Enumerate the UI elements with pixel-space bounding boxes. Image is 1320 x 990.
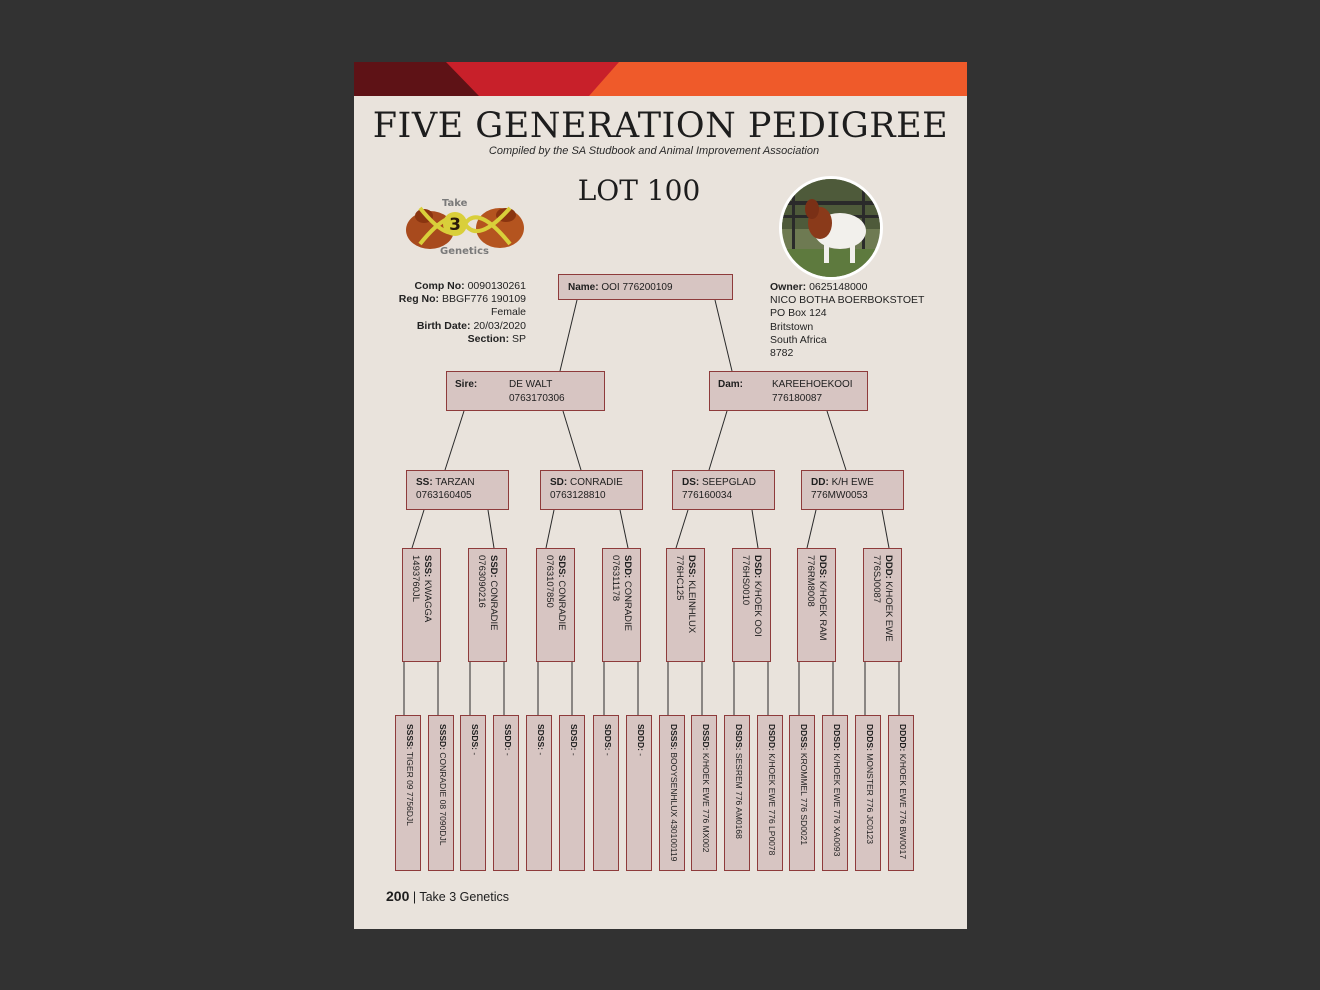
gen5-value: K/HOEK EWE 776 MX002 — [701, 752, 711, 853]
gen5-text — [404, 724, 416, 826]
dam-label: Dam: — [718, 379, 744, 390]
connector-line — [676, 510, 688, 548]
gen4-box — [602, 548, 641, 662]
dam-number: 776180087 — [772, 393, 823, 404]
gen5-value: K/HOEK EWE 776 BW0017 — [898, 753, 908, 860]
owner-address-line: Britstown — [770, 320, 814, 333]
gen4-text — [410, 555, 433, 622]
gen5-box — [659, 715, 685, 871]
gen3-number: 776MW0053 — [811, 490, 868, 501]
footer-text: Take 3 Genetics — [419, 890, 509, 904]
gen5-label: DSSS: — [669, 724, 679, 750]
gen4-number: 0763107850 — [544, 555, 556, 608]
section-value: SP — [511, 332, 526, 345]
gen5-text — [635, 724, 647, 756]
gen4-text — [544, 555, 567, 631]
gen5-box — [822, 715, 848, 871]
gen3-box — [801, 470, 904, 510]
gen5-box — [593, 715, 619, 871]
svg-text:3: 3 — [449, 215, 461, 235]
birth-date-value: 20/03/2020 — [473, 319, 526, 332]
gen4-box — [666, 548, 705, 662]
gen5-text — [469, 724, 481, 755]
gen4-label: DSD: — [752, 555, 763, 579]
gen5-text — [668, 724, 680, 861]
gen4-name: CONRADIE — [488, 580, 499, 631]
owner-address-line: PO Box 124 — [770, 307, 827, 320]
gen5-box — [789, 715, 815, 871]
gen4-name: K/HOEK RAM — [817, 580, 828, 641]
gen3-label: SS: — [416, 477, 433, 488]
sire-box — [446, 371, 605, 411]
connector-line — [715, 300, 732, 371]
svg-text:Genetics: Genetics — [440, 246, 489, 257]
gen5-label: DDSS: — [799, 724, 809, 751]
connector-line — [807, 510, 816, 548]
gen5-value: BOOYSENHLUX 430100119 — [669, 752, 679, 862]
sire-name: DE WALT — [509, 379, 553, 390]
gen3-label: DD: — [811, 477, 829, 488]
gen5-box — [559, 715, 585, 871]
gen5-label: DSDS: — [734, 724, 744, 751]
gen4-number: 0763090216 — [476, 555, 488, 608]
gen4-label: SDS: — [556, 555, 567, 578]
reg-no-label: Reg No: — [398, 293, 440, 306]
gen5-box — [888, 715, 914, 871]
connector-line — [620, 510, 628, 548]
gen4-text — [610, 555, 633, 631]
gen5-value: CONRADIE 08 7090DJL — [438, 752, 448, 846]
owner-address-line: South Africa — [770, 333, 827, 346]
gen3-label: SD: — [550, 477, 568, 488]
gen5-box — [757, 715, 783, 871]
gen5-label: SDSS: — [536, 724, 546, 750]
gen5-text — [733, 724, 745, 839]
footer-separator: | — [412, 890, 417, 904]
gen3-name: SEEPGLAD — [702, 477, 756, 488]
gen4-text — [674, 555, 697, 633]
page-subtitle: Compiled by the SA Studbook and Animal Improvement Association — [488, 145, 820, 157]
gen4-label: SSS: — [422, 555, 433, 578]
owner-phone: 0625148000 — [809, 281, 868, 293]
pedigree-page — [354, 62, 967, 929]
gen5-box — [626, 715, 652, 871]
gen4-number: 776SJ0087 — [871, 555, 883, 604]
reg-no-value: BBGF776 190109 — [441, 293, 526, 306]
gen5-value: SESREM 776 AM0168 — [734, 752, 744, 839]
gen5-text — [864, 724, 876, 844]
gen5-label: SSDS: — [470, 724, 480, 750]
gen3-name: K/H EWE — [831, 477, 874, 488]
gen3-box — [406, 470, 509, 510]
connector-line — [827, 411, 846, 470]
gen4-number: 1493760JL — [410, 555, 422, 603]
gen3-number: 0763128810 — [550, 490, 606, 501]
gen3-name: CONRADIE — [570, 477, 623, 488]
gen3-name: TARZAN — [435, 477, 475, 488]
gen5-text — [568, 724, 580, 756]
gen5-label: DDDS: — [865, 724, 875, 751]
subject-label: Name: — [568, 282, 599, 293]
gen5-text — [535, 724, 547, 755]
gen4-box — [536, 548, 575, 662]
gen5-box — [724, 715, 750, 871]
gen5-value: - — [636, 753, 646, 757]
gen5-text — [766, 724, 778, 855]
gen5-value: - — [603, 752, 613, 756]
gen4-name: K/HOEK OOI — [752, 580, 763, 637]
gen4-box — [797, 548, 836, 662]
connector-line — [563, 411, 581, 470]
gen5-value: - — [503, 752, 513, 756]
gen4-number: 776HS0010 — [740, 555, 752, 606]
connector-line — [709, 411, 727, 470]
gen4-label: DDS: — [817, 555, 828, 579]
gen4-number: 076311178 — [610, 555, 622, 602]
gen5-text — [602, 724, 614, 756]
gen5-label: DSSD: — [701, 724, 711, 751]
sire-label: Sire: — [455, 379, 478, 390]
gen4-number: 776HC125 — [674, 555, 686, 601]
gen3-number: 0763160405 — [416, 490, 472, 501]
gen4-box — [732, 548, 771, 662]
page-title: FIVE GENERATION PEDIGREE — [372, 106, 949, 146]
page-number: 200 — [386, 888, 410, 904]
connector-line — [488, 510, 494, 548]
gen4-label: DDD: — [883, 555, 894, 579]
gen5-label: DSDD: — [767, 724, 777, 751]
gen3-box — [672, 470, 775, 510]
gen5-label: SSSS: — [405, 724, 415, 750]
gen4-text — [476, 555, 499, 631]
comp-no-label: Comp No: — [414, 280, 465, 292]
dam-box — [709, 371, 868, 411]
gen4-box — [468, 548, 507, 662]
gen5-label: SSDD: — [503, 724, 513, 751]
gen5-box — [460, 715, 486, 871]
gen5-text — [897, 724, 909, 859]
gen4-label: DSS: — [686, 555, 697, 578]
owner-label: Owner: — [770, 281, 807, 293]
gen3-number: 776160034 — [682, 490, 733, 501]
owner-address-line: 8782 — [770, 347, 794, 360]
gen5-text — [502, 724, 514, 756]
connector-line — [412, 510, 424, 548]
gen5-box — [428, 715, 454, 871]
svg-text:Take: Take — [442, 198, 468, 209]
gen5-box — [691, 715, 717, 871]
gen4-name: KLEINHLUX — [686, 580, 697, 634]
comp-no-value: 0090130261 — [467, 280, 526, 292]
gen5-label: SSSD: — [438, 724, 448, 750]
dam-name: KAREEHOEKOOI — [772, 379, 853, 390]
gen5-text — [700, 724, 712, 853]
gen5-label: SDDD: — [636, 724, 646, 751]
connector-line — [560, 300, 577, 371]
lot-number: LOT 100 — [577, 174, 701, 207]
gen5-value: TIGER 09 7756DJL — [405, 751, 415, 826]
gen5-label: DDDD: — [898, 724, 908, 752]
gen4-text — [740, 555, 763, 637]
gen5-value: - — [569, 752, 579, 756]
connector-line — [445, 411, 464, 470]
sire-number: 0763170306 — [509, 393, 565, 404]
gen4-label: SDD: — [622, 555, 633, 579]
connector-line — [752, 510, 758, 548]
gen5-value: K/HOEK EWE 776 LP0078 — [767, 753, 777, 856]
section-label: Section: — [467, 332, 510, 345]
gen4-text — [805, 555, 828, 641]
gen5-value: MONSTER 776 JC0123 — [865, 753, 875, 844]
subject-box — [558, 274, 733, 300]
gen5-box — [855, 715, 881, 871]
page-footer — [386, 888, 509, 904]
gen5-value: - — [470, 752, 480, 756]
gen4-name: CONRADIE — [622, 580, 633, 632]
gen5-text — [437, 724, 449, 845]
gen4-name: KWAGGA — [422, 579, 433, 623]
connector-line — [546, 510, 554, 548]
sex-value: Female — [490, 306, 526, 319]
connector-line — [882, 510, 889, 548]
owner-name: NICO BOTHA BOERBOKSTOET — [770, 294, 925, 307]
gen5-value: KROMMEL 776 SD0021 — [799, 752, 809, 846]
gen4-name: K/HOEK EWE — [883, 581, 894, 642]
gen4-label: SSD: — [488, 555, 499, 578]
gen4-box — [863, 548, 902, 662]
gen5-value: K/HOEK EWE 776 XA0093 — [832, 753, 842, 857]
gen4-number: 776RM8008 — [805, 555, 817, 607]
gen5-box — [493, 715, 519, 871]
gen5-text — [798, 724, 810, 845]
gen5-text — [831, 724, 843, 856]
gen4-text — [871, 555, 894, 642]
subject-value: OOI 776200109 — [601, 282, 673, 293]
gen4-box — [402, 548, 441, 662]
gen5-box — [526, 715, 552, 871]
gen4-name: CONRADIE — [556, 580, 567, 631]
gen3-box — [540, 470, 643, 510]
gen5-label: SDDS: — [603, 724, 613, 751]
birth-date-label: Birth Date: — [416, 319, 471, 332]
gen5-box — [395, 715, 421, 871]
gen3-label: DS: — [682, 477, 700, 488]
gen5-label: SDSD: — [569, 724, 579, 751]
gen5-value: - — [536, 752, 546, 756]
gen5-label: DDSD: — [832, 724, 842, 751]
